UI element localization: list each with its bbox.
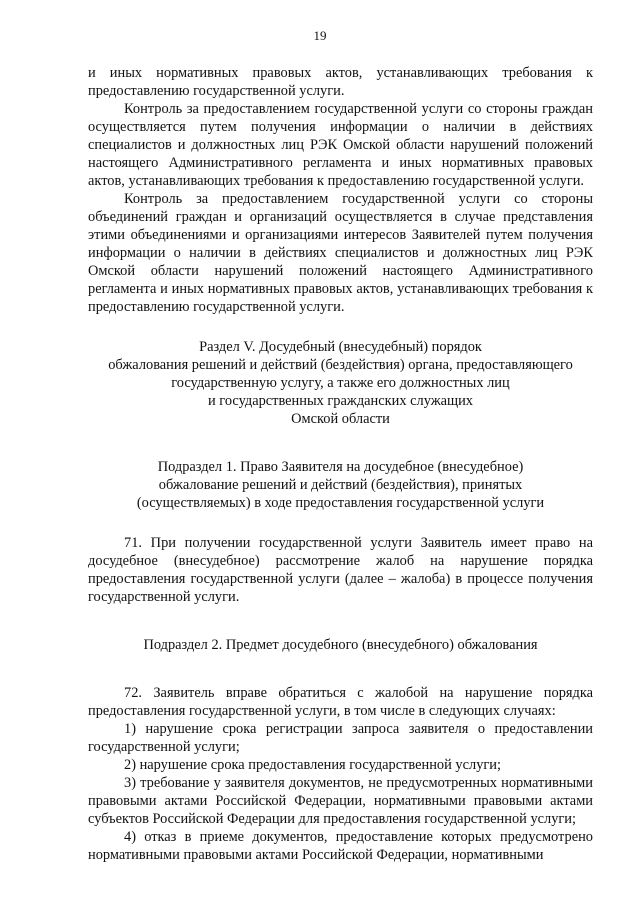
paragraph-continuation: и иных нормативных правовых актов, устанавливающих требования к предоставлению государственной услуги. bbox=[88, 65, 593, 99]
section-5-heading-line: Омской области bbox=[291, 411, 390, 427]
section-5-heading-line: и государственных гражданских служащих bbox=[207, 393, 474, 409]
list-item: 2) нарушение срока предоставления государственной услуги; bbox=[124, 757, 501, 773]
section-5-heading bbox=[88, 338, 593, 428]
subsection-1-heading-line: Подраздел 1. Право Заявителя на досудебное (внесудебное) bbox=[157, 459, 524, 475]
paragraph-72: 72. Заявитель вправе обратиться с жалобой на нарушение порядка предоставления государственной услуги, в том числе в следующих случаях: bbox=[88, 685, 593, 719]
section-5-heading-line: обжалования решений и действий (бездействия) органа, предоставляющего bbox=[108, 357, 573, 373]
subsection-2-heading bbox=[88, 636, 593, 654]
paragraph-organization-control: Контроль за предоставлением государственной услуги со стороны объединений граждан и организаций осуществляется в случае представления этими объединениями и организациями интересов Заявителей путем получения информации о наличии в действиях специалистов и должностных лиц РЭК Омской области нарушений положений настоящего Административного регламента и иных нормативных правовых актов, устанавливающих требования к предоставлению государственной услуги. bbox=[88, 191, 593, 315]
paragraph-citizen-control: Контроль за предоставлением государственной услуги со стороны граждан осуществляется путем получения информации о наличии в действиях специалистов и должностных лиц РЭК Омской области нарушений положений настоящего Административного регламента и иных нормативных правовых актов, устанавливающих требования к предоставлению государственной услуги. bbox=[88, 101, 593, 189]
document-body bbox=[88, 64, 593, 864]
section-5-heading-line: государственную услугу, а также его должностных лиц bbox=[171, 375, 510, 391]
list-item: 3) требование у заявителя документов, не предусмотренных нормативными правовыми актами Российской Федерации, нормативными правовыми актами субъектов Российской Федерации для предоставления государственной услуги; bbox=[88, 775, 593, 827]
list-item: 4) отказ в приеме документов, предоставление которых предусмотрено нормативными правовыми актами Российской Федерации, нормативными bbox=[88, 829, 593, 863]
paragraph-71: 71. При получении государственной услуги Заявитель имеет право на досудебное (внесудебное) рассмотрение жалоб на нарушение порядка предоставления государственной услуги (далее – жалоба) в процессе получения государственной услуги. bbox=[88, 535, 593, 605]
subsection-1-heading-line: обжалование решений и действий (бездействия), принятых bbox=[158, 477, 523, 493]
subsection-1-heading-line: (осуществляемых) в ходе предоставления государственной услуги bbox=[136, 495, 545, 511]
subsection-2-heading-line: Подраздел 2. Предмет досудебного (внесудебного) обжалования bbox=[143, 637, 538, 653]
page-number: 19 bbox=[313, 28, 327, 43]
section-5-heading-line: Раздел V. Досудебный (внесудебный) порядок bbox=[199, 339, 482, 355]
list-item: 1) нарушение срока регистрации запроса заявителя о предоставлении государственной услуги; bbox=[88, 721, 593, 755]
subsection-1-heading bbox=[88, 458, 593, 512]
